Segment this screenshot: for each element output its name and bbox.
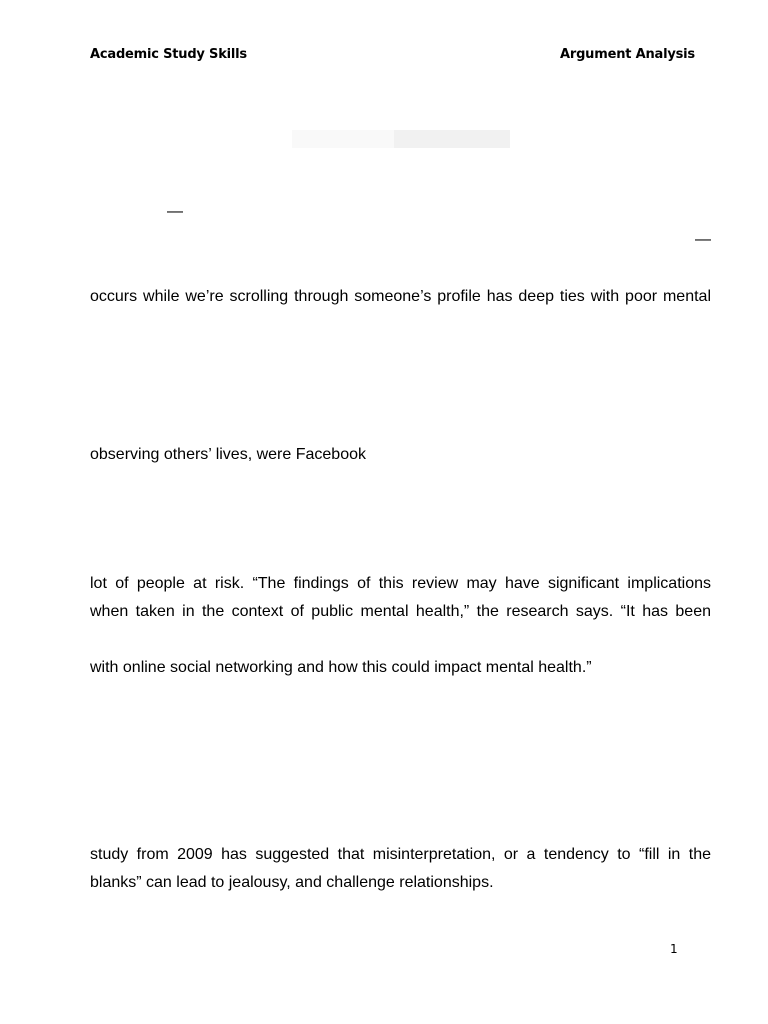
redacted-title-part-1 [292,130,394,148]
paragraph-fragment [90,283,711,311]
paragraph-fragment [90,441,711,469]
text-line: lot of people at risk. “The findings of this review may have significant implications [90,575,711,592]
page-number: 1 [670,942,678,956]
text-line: blanks” can lead to jealousy, and challenge relationships. [90,874,494,891]
paragraph-fragment [90,570,711,626]
text-line: observing others’ lives, were Facebook [90,446,366,463]
em-dash-fragment: — [167,203,183,220]
text-line: with online social networking and how this could impact mental health.” [90,659,592,676]
redacted-title-part-2 [394,130,510,148]
paragraph-fragment [90,841,711,897]
text-line: occurs while we’re scrolling through someone’s profile has deep ties with poor mental [90,288,711,305]
running-header-left: Academic Study Skills [90,47,247,62]
paragraph-fragment [90,654,711,682]
running-header-right: Argument Analysis [560,47,695,62]
em-dash-fragment: — [695,231,711,248]
text-line: when taken in the context of public mental health,” the research says. “It has been [90,603,711,620]
text-line: study from 2009 has suggested that misinterpretation, or a tendency to “fill in the [90,846,711,863]
